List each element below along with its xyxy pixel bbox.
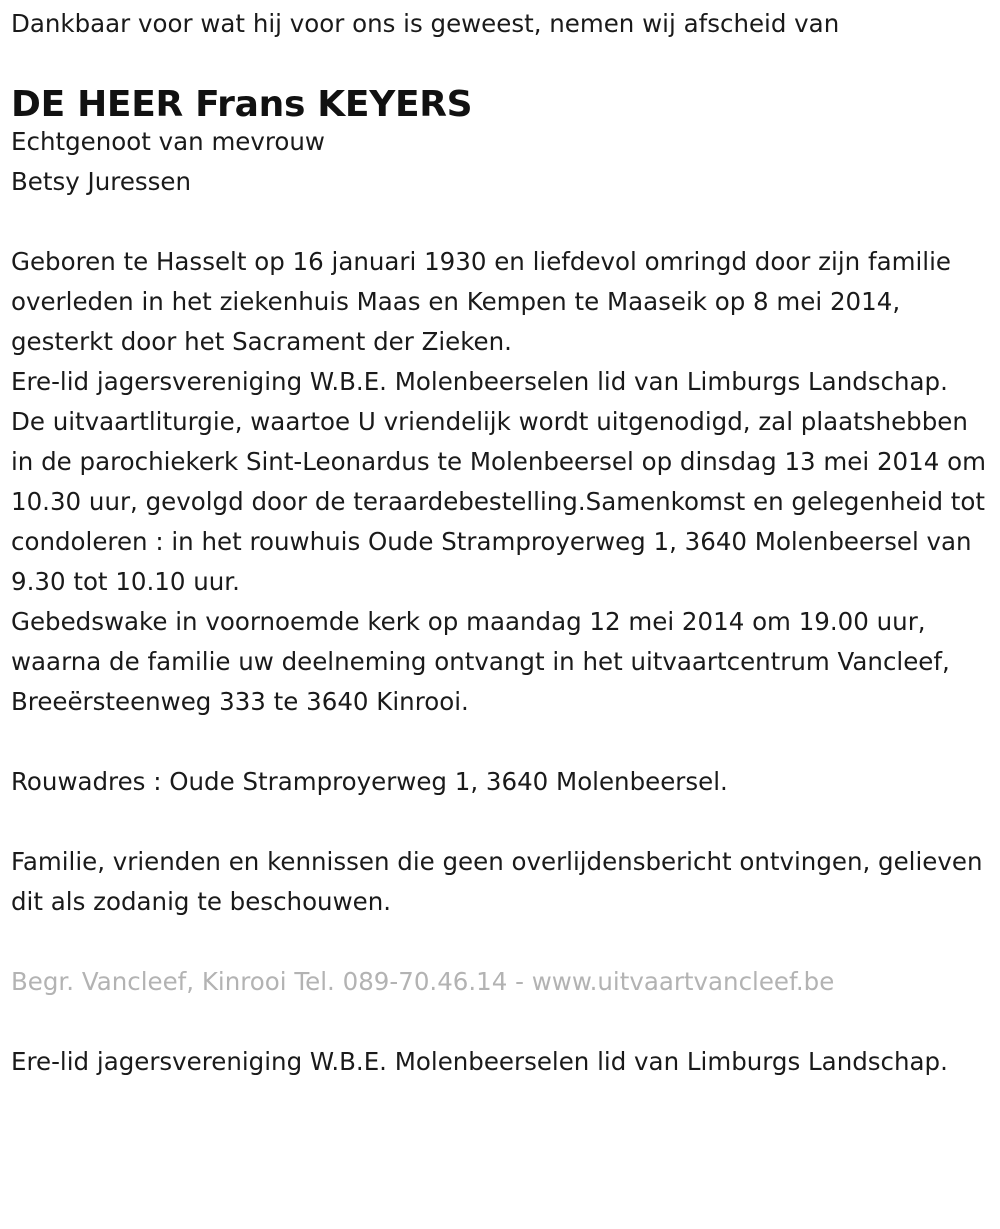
intro-text: Dankbaar voor wat hij voor ons is geweest, nemen wij afscheid van bbox=[11, 9, 840, 38]
spouse-line-1: Echtgenoot van mevrouw bbox=[11, 127, 325, 156]
funeral-paragraph: De uitvaartliturgie, waartoe U vriendelijk wordt uitgenodigd, zal plaatshebben in de parochiekerk Sint-Leonardus te Molenbeersel op dinsdag 13 mei 2014 om 10.30 uur, gevolgd door de teraardebestelling.Samenkomst en gelegenheid tot condoleren : in het rouwhuis Oude Stramproyerweg 1, 3640 Molenbeersel van 9.30 tot 10.10 uur. bbox=[11, 407, 986, 596]
spacer bbox=[11, 922, 990, 962]
notice-request: Familie, vrienden en kennissen die geen overlijdensbericht ontvingen, gelieven dit als zodanig te beschouwen. bbox=[11, 847, 983, 916]
birth-death-paragraph: Geboren te Hasselt op 16 januari 1930 en liefdevol omringd door zijn familie overleden in het ziekenhuis Maas en Kempen te Maaseik op 8 mei 2014, gesterkt door het Sacrament der Zieken. bbox=[11, 247, 951, 356]
spacer bbox=[11, 1002, 990, 1042]
spacer bbox=[11, 722, 990, 762]
mourning-address: Rouwadres : Oude Stramproyerweg 1, 3640 Molenbeersel. bbox=[11, 767, 728, 796]
deceased-name: DE HEER Frans KEYERS bbox=[11, 84, 473, 125]
membership-paragraph: Ere-lid jagersvereniging W.B.E. Molenbeerselen lid van Limburgs Landschap. bbox=[11, 367, 948, 396]
membership-repeat: Ere-lid jagersvereniging W.B.E. Molenbeerselen lid van Limburgs Landschap. bbox=[11, 1047, 948, 1076]
undertaker-contact: Begr. Vancleef, Kinrooi Tel. 089-70.46.14 - www.uitvaartvancleef.be bbox=[11, 967, 835, 996]
spacer bbox=[11, 802, 990, 842]
spouse-line-2: Betsy Juressen bbox=[11, 167, 192, 196]
spacer bbox=[11, 202, 990, 242]
vigil-paragraph: Gebedswake in voornoemde kerk op maandag 12 mei 2014 om 19.00 uur, waarna de familie uw deelneming ontvangt in het uitvaartcentrum Vancleef, Breeërsteenweg 333 te 3640 Kinrooi. bbox=[11, 607, 950, 716]
